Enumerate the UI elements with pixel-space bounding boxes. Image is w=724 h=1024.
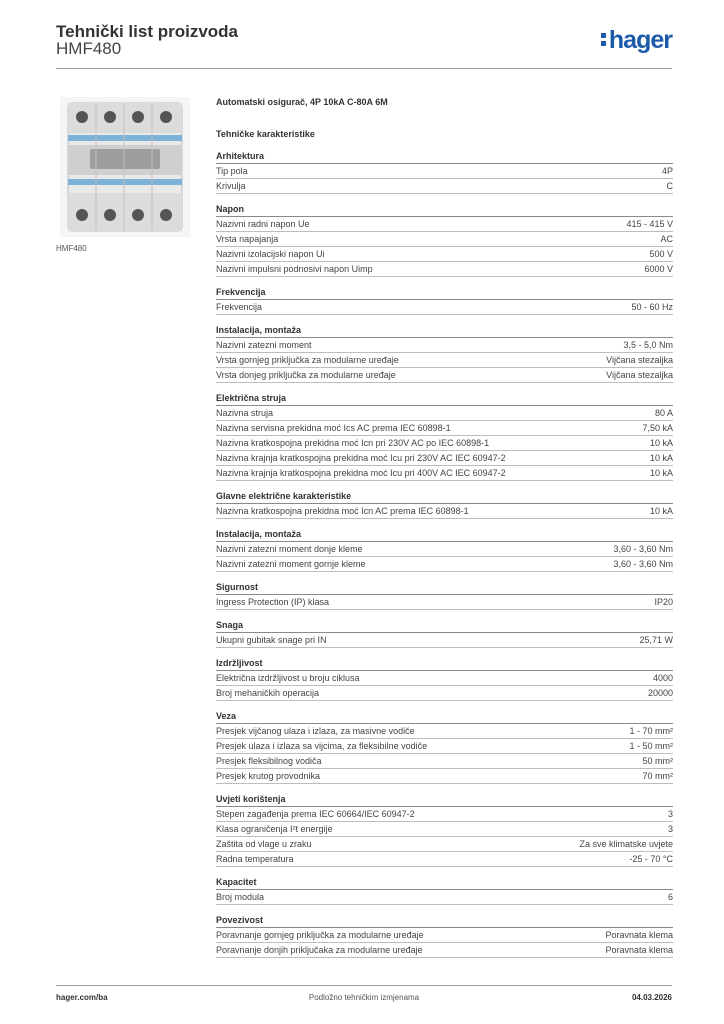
spec-label: Ukupni gubitak snage pri IN	[216, 635, 327, 645]
spec-label: Nazivna struja	[216, 408, 274, 418]
spec-row	[216, 504, 673, 519]
hager-logo	[601, 26, 672, 55]
spec-label: Broj modula	[216, 892, 265, 902]
spec-row	[216, 466, 673, 481]
spec-value: -25 - 70 °C	[629, 854, 673, 864]
spec-value: 1 - 50 mm²	[629, 741, 673, 751]
spec-value: Vijčana stezaljka	[606, 370, 673, 380]
spec-value: 50 mm²	[642, 756, 673, 766]
section-title: Električna struja	[216, 392, 673, 406]
section-title: Uvjeti korištenja	[216, 793, 673, 807]
spec-row	[216, 890, 673, 905]
spec-value: Poravnata klema	[605, 945, 673, 955]
section-title: Snaga	[216, 619, 673, 633]
section-title: Kapacitet	[216, 876, 673, 890]
footer-date: 04.03.2026	[631, 993, 672, 1002]
image-caption: HMF480	[56, 244, 87, 253]
section-title: Veza	[216, 710, 673, 724]
spec-row	[216, 451, 673, 466]
tech-heading: Tehničke karakteristike	[216, 129, 315, 139]
spec-row	[216, 724, 673, 739]
section-title: Glavne električne karakteristike	[216, 490, 673, 504]
spec-row	[216, 807, 673, 822]
circuit-breaker-image	[60, 97, 190, 237]
spec-row	[216, 822, 673, 837]
document-title: Tehnički list proizvoda	[56, 22, 238, 41]
spec-row	[216, 852, 673, 867]
spec-section	[216, 490, 673, 519]
spec-value: 25,71 W	[639, 635, 673, 645]
spec-row	[216, 164, 673, 179]
spec-value: 3,60 - 3,60 Nm	[613, 544, 673, 554]
spec-section	[216, 710, 673, 784]
spec-label: Vrsta napajanja	[216, 234, 279, 244]
spec-row	[216, 837, 673, 852]
spec-row	[216, 368, 673, 383]
spec-label: Tip pola	[216, 166, 248, 176]
spec-sections	[216, 150, 673, 958]
spec-label: Klasa ograničenja I²t energije	[216, 824, 333, 834]
spec-label: Radna temperatura	[216, 854, 294, 864]
spec-value: 3,5 - 5,0 Nm	[623, 340, 673, 350]
section-title: Frekvencija	[216, 286, 673, 300]
spec-value: 7,50 kA	[642, 423, 673, 433]
spec-section	[216, 581, 673, 610]
spec-section	[216, 392, 673, 481]
spec-row	[216, 406, 673, 421]
spec-value: Poravnata klema	[605, 930, 673, 940]
page-footer	[56, 985, 672, 1006]
spec-value: 20000	[647, 688, 673, 698]
spec-section	[216, 150, 673, 194]
spec-value: Za sve klimatske uvjete	[579, 839, 673, 849]
spec-value: 4P	[661, 166, 673, 176]
spec-row	[216, 179, 673, 194]
spec-section	[216, 657, 673, 701]
spec-row	[216, 671, 673, 686]
spec-value: AC	[660, 234, 673, 244]
section-title: Izdržljivost	[216, 657, 673, 671]
spec-label: Nazivni radni napon Ue	[216, 219, 310, 229]
spec-label: Nazivna krajnja kratkospojna prekidna moć Icu pri 230V AC IEC 60947-2	[216, 453, 506, 463]
spec-label: Presjek vijčanog ulaza i izlaza, za masivne vodiče	[216, 726, 415, 736]
page-header	[56, 20, 672, 69]
spec-label: Broj mehaničkih operacija	[216, 688, 320, 698]
spec-label: Nazivni zatezni moment	[216, 340, 312, 350]
spec-label: Nazivna kratkospojna prekidna moć Icn AC prema IEC 60898-1	[216, 506, 469, 516]
spec-value: 3	[667, 809, 673, 819]
spec-value: 50 - 60 Hz	[631, 302, 673, 312]
spec-label: Vrsta gornjeg priključka za modularne uređaje	[216, 355, 399, 365]
spec-section	[216, 914, 673, 958]
section-title: Instalacija, montaža	[216, 324, 673, 338]
footer-website: hager.com/ba	[56, 993, 108, 1002]
section-title: Sigurnost	[216, 581, 673, 595]
spec-value: 500 V	[649, 249, 673, 259]
spec-value: 3	[667, 824, 673, 834]
spec-label: Ingress Protection (IP) klasa	[216, 597, 330, 607]
section-title: Arhitektura	[216, 150, 673, 164]
spec-section	[216, 286, 673, 315]
footer-notice: Podložno tehničkim izmjenama	[308, 993, 420, 1002]
spec-value: IP20	[654, 597, 673, 607]
spec-value: 3,60 - 3,60 Nm	[613, 559, 673, 569]
spec-row	[216, 262, 673, 277]
spec-label: Stepen zagađenja prema IEC 60664/IEC 60947-2	[216, 809, 415, 819]
spec-row	[216, 754, 673, 769]
spec-value: Vijčana stezaljka	[606, 355, 673, 365]
spec-label: Nazivna servisna prekidna moć Ics AC prema IEC 60898-1	[216, 423, 451, 433]
spec-section	[216, 619, 673, 648]
spec-row	[216, 928, 673, 943]
spec-value: 1 - 70 mm²	[629, 726, 673, 736]
spec-label: Presjek fleksibilnog vodiča	[216, 756, 322, 766]
spec-label: Nazivni zatezni moment gornje kleme	[216, 559, 366, 569]
spec-label: Krivulja	[216, 181, 246, 191]
spec-value: 6	[667, 892, 673, 902]
spec-row	[216, 769, 673, 784]
spec-row	[216, 421, 673, 436]
spec-content	[216, 96, 673, 958]
spec-row	[216, 633, 673, 648]
spec-label: Električna izdržljivost u broju ciklusa	[216, 673, 360, 683]
spec-value: 10 kA	[649, 468, 673, 478]
spec-section	[216, 793, 673, 867]
spec-label: Poravnanje gornjeg priključka za modularne uređaje	[216, 930, 424, 940]
spec-row	[216, 338, 673, 353]
spec-label: Zaštita od vlage u zraku	[216, 839, 312, 849]
spec-label: Presjek krutog provodnika	[216, 771, 321, 781]
spec-label: Nazivni impulsni podnosivi napon Uimp	[216, 264, 373, 274]
section-title: Instalacija, montaža	[216, 528, 673, 542]
spec-label: Frekvencija	[216, 302, 263, 312]
spec-value: 4000	[652, 673, 673, 683]
spec-label: Poravnanje donjih priključaka za modularne uređaje	[216, 945, 423, 955]
section-title: Napon	[216, 203, 673, 217]
section-title: Povezivost	[216, 914, 673, 928]
spec-row	[216, 232, 673, 247]
spec-row	[216, 739, 673, 754]
spec-label: Nazivna krajnja kratkospojna prekidna moć Icu pri 400V AC IEC 60947-2	[216, 468, 506, 478]
spec-value: 6000 V	[644, 264, 673, 274]
spec-row	[216, 542, 673, 557]
spec-value: 80 A	[654, 408, 673, 418]
spec-value: 10 kA	[649, 506, 673, 516]
spec-label: Nazivni zatezni moment donje kleme	[216, 544, 363, 554]
spec-row	[216, 557, 673, 572]
spec-value: 10 kA	[649, 453, 673, 463]
spec-row	[216, 217, 673, 232]
spec-row	[216, 247, 673, 262]
spec-row	[216, 436, 673, 451]
spec-section	[216, 203, 673, 277]
logo-text: hager	[608, 26, 672, 54]
spec-row	[216, 353, 673, 368]
spec-label: Vrsta donjeg priključka za modularne uređaje	[216, 370, 396, 380]
spec-row	[216, 300, 673, 315]
logo-dots-icon	[601, 33, 607, 49]
spec-value: 70 mm²	[642, 771, 673, 781]
spec-row	[216, 943, 673, 958]
spec-row	[216, 686, 673, 701]
spec-label: Nazivna kratkospojna prekidna moć Icn pri 230V AC po IEC 60898-1	[216, 438, 490, 448]
spec-value: 415 - 415 V	[626, 219, 673, 229]
product-title: Automatski osigurač, 4P 10kA C-80A 6M	[216, 97, 388, 107]
spec-value: 10 kA	[649, 438, 673, 448]
spec-value: C	[666, 181, 673, 191]
spec-section	[216, 876, 673, 905]
spec-section	[216, 324, 673, 383]
spec-section	[216, 528, 673, 572]
spec-label: Presjek ulaza i izlaza sa vijcima, za fleksibilne vodiče	[216, 741, 428, 751]
product-code: HMF480	[56, 39, 122, 58]
spec-row	[216, 595, 673, 610]
spec-label: Nazivni izolacijski napon Ui	[216, 249, 325, 259]
